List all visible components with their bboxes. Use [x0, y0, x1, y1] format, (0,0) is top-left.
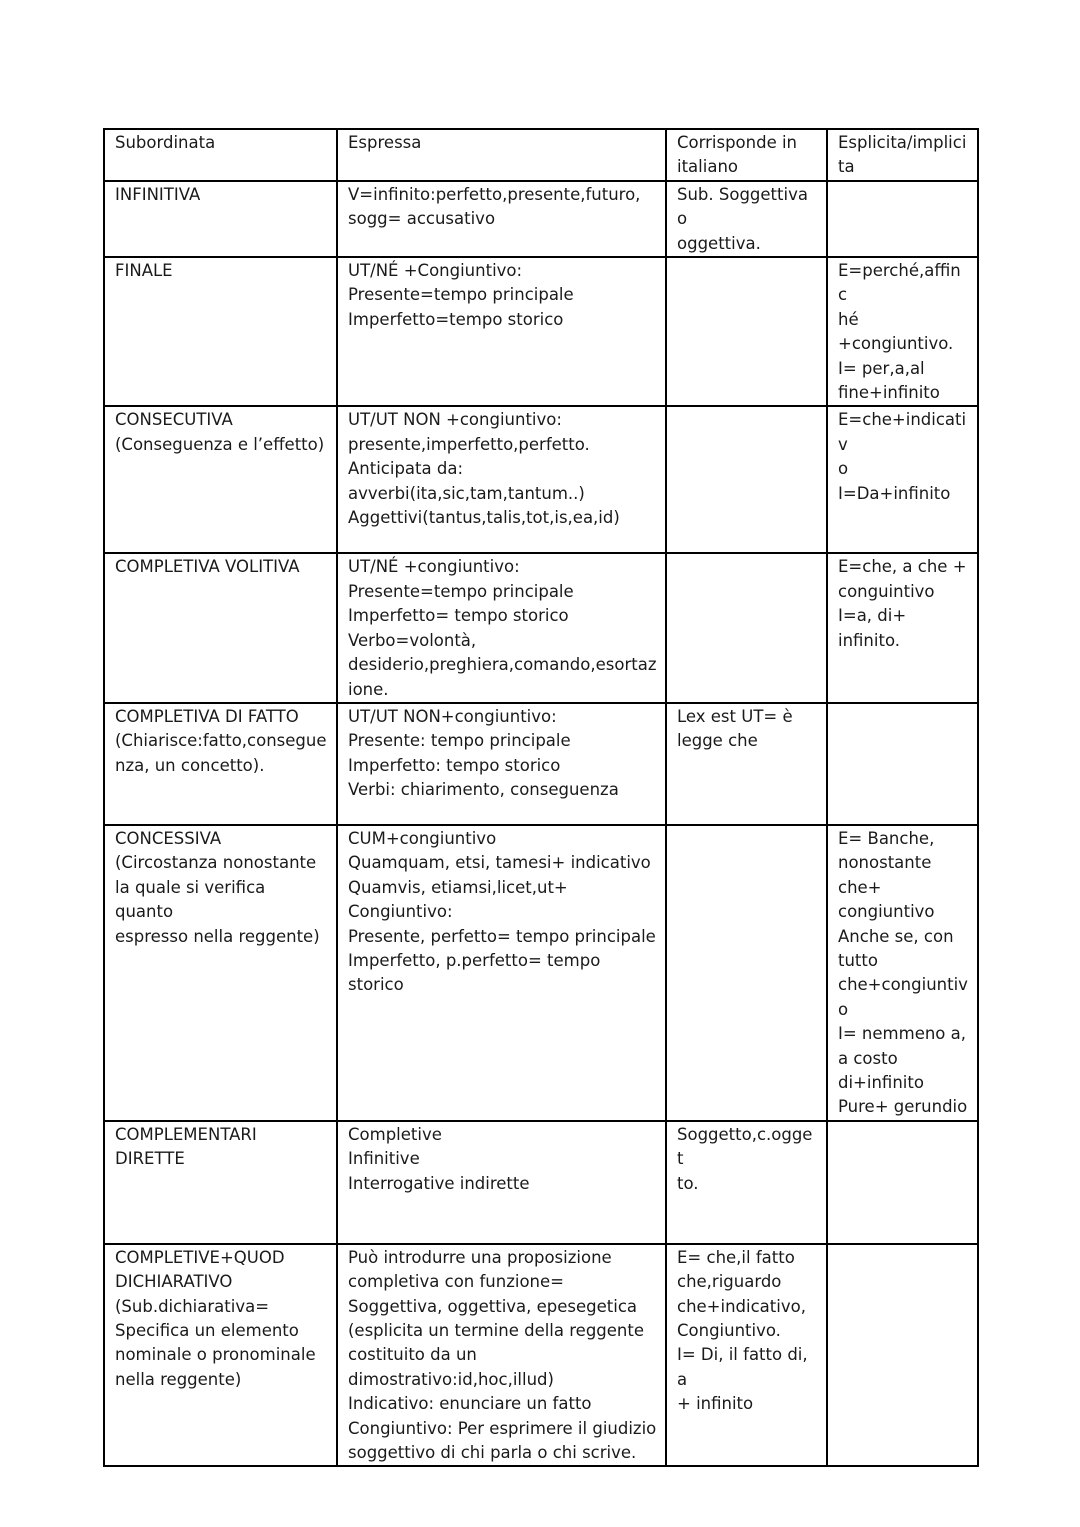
table-cell: [666, 825, 827, 1121]
header-subordinata: Subordinata: [104, 129, 337, 181]
table-cell: Lex est UT= è legge che: [666, 703, 827, 825]
table-cell: E=perché,affinc hé +congiuntivo. I= per,a,al fine+infinito: [827, 257, 978, 406]
table-cell: COMPLETIVE+QUOD DICHIARATIVO (Sub.dichiarativa= Specifica un elemento nominale o pronominale nella reggente): [104, 1244, 337, 1467]
header-espressa: Espressa: [337, 129, 666, 181]
table-row: [104, 1121, 978, 1244]
table-cell: Sub. Soggettiva o oggettiva.: [666, 181, 827, 257]
table-cell: UT/NÉ +Congiuntivo: Presente=tempo principale Imperfetto=tempo storico: [337, 257, 666, 406]
table-row: [104, 703, 978, 825]
table-cell: [666, 553, 827, 702]
table-cell: E= Banche, nonostante che+ congiuntivo Anche se, con tutto che+congiuntiv o I= nemmeno a, a costo di+infinito Pure+ gerundio: [827, 825, 978, 1121]
table-cell: INFINITIVA: [104, 181, 337, 257]
table-cell: CUM+congiuntivo Quamquam, etsi, tamesi+ indicativo Quamvis, etiamsi,licet,ut+ Congiuntivo: Presente, perfetto= tempo principale Imperfetto, p.perfetto= tempo storico: [337, 825, 666, 1121]
table-row: [104, 1244, 978, 1467]
table-cell: E= che,il fatto che,riguardo che+indicativo, Congiuntivo. I= Di, il fatto di, a + infinito: [666, 1244, 827, 1467]
table-cell: V=infinito:perfetto,presente,futuro, sogg= accusativo: [337, 181, 666, 257]
table-cell: UT/NÉ +congiuntivo: Presente=tempo principale Imperfetto= tempo storico Verbo=volontà, desiderio,preghiera,comando,esortaz ione.: [337, 553, 666, 702]
subordinate-clauses-table: [103, 128, 979, 1467]
table-cell: [666, 406, 827, 553]
table-cell: CONSECUTIVA (Conseguenza e l’effetto): [104, 406, 337, 553]
table-row: [104, 406, 978, 553]
table-cell: [666, 257, 827, 406]
table-cell: CONCESSIVA (Circostanza nonostante la quale si verifica quanto espresso nella reggente): [104, 825, 337, 1121]
table-cell: E=che, a che + conguintivo I=a, di+ infinito.: [827, 553, 978, 702]
table-cell: [827, 1244, 978, 1467]
table-row: [104, 181, 978, 257]
table-cell: [827, 703, 978, 825]
table-cell: Può introdurre una proposizione completiva con funzione= Soggettiva, oggettiva, epesegetica (esplicita un termine della reggente costituito da un dimostrativo:id,hoc,illud) Indicativo: enunciare un fatto Congiuntivo: Per esprimere il giudizio soggettivo di chi parla o chi scrive.: [337, 1244, 666, 1467]
table-cell: UT/UT NON +congiuntivo: presente,imperfetto,perfetto. Anticipata da: avverbi(ita,sic,tam,tantum..) Aggettivi(tantus,talis,tot,is,ea,id): [337, 406, 666, 553]
table-cell: E=che+indicativ o I=Da+infinito: [827, 406, 978, 553]
table-cell: Soggetto,c.ogget to.: [666, 1121, 827, 1244]
table-row: [104, 553, 978, 702]
table-cell: Completive Infinitive Interrogative indirette: [337, 1121, 666, 1244]
header-corrisponde: Corrisponde in italiano: [666, 129, 827, 181]
table-cell: UT/UT NON+congiuntivo: Presente: tempo principale Imperfetto: tempo storico Verbi: chiarimento, conseguenza: [337, 703, 666, 825]
table-cell: COMPLETIVA DI FATTO (Chiarisce:fatto,consegue nza, un concetto).: [104, 703, 337, 825]
table-cell: FINALE: [104, 257, 337, 406]
table-cell: [827, 1121, 978, 1244]
table-cell: COMPLEMENTARI DIRETTE: [104, 1121, 337, 1244]
table-cell: [827, 181, 978, 257]
table-header-row: [104, 129, 978, 181]
table-row: [104, 257, 978, 406]
table-row: [104, 825, 978, 1121]
header-esplicita-implicita: Esplicita/implici ta: [827, 129, 978, 181]
table-cell: COMPLETIVA VOLITIVA: [104, 553, 337, 702]
